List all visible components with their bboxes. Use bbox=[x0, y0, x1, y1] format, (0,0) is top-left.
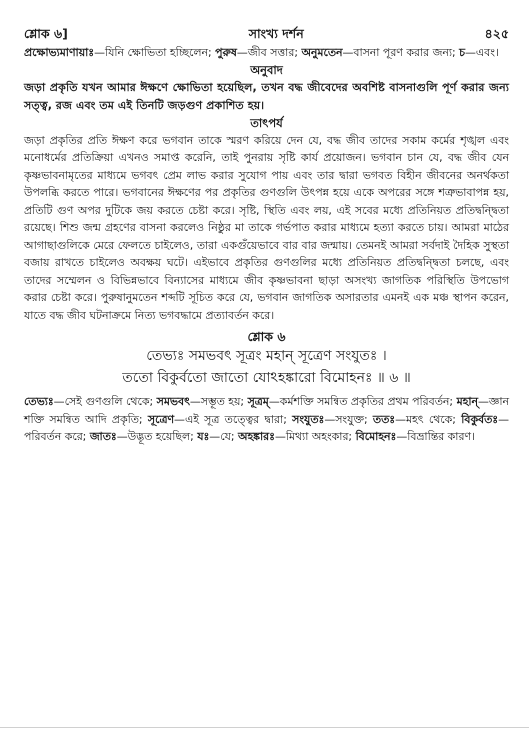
gloss-meaning: —মিথ্যা অহংকার; bbox=[274, 430, 356, 443]
verse-line-2: ততো বিকুর্বতো জাতো যোঽহঙ্কারো বিমোহনঃ ॥ ৬ ॥ bbox=[122, 370, 411, 386]
header-chapter-ref: শ্লোক ৬] bbox=[24, 26, 68, 41]
gloss-meaning: —পরিবর্তন করে; bbox=[24, 412, 509, 443]
gloss-word: সূত্রেণ bbox=[147, 412, 175, 426]
word-gloss-bottom bbox=[24, 393, 509, 446]
gloss-word: মহান্ bbox=[456, 395, 479, 408]
gloss-word: চ bbox=[459, 46, 465, 59]
word-gloss-top bbox=[24, 44, 509, 62]
gloss-word: প্রক্ষোভ্যমাণায়াঃ bbox=[24, 46, 95, 59]
header-title: সাংখ্য দর্শন bbox=[248, 26, 304, 41]
page-number: ৪২৫ bbox=[484, 26, 509, 41]
gloss-word: জাতঃ bbox=[89, 430, 117, 443]
gloss-meaning: —সংযুক্ত; bbox=[324, 412, 373, 426]
gloss-meaning: —জীব সত্তার; bbox=[236, 46, 302, 59]
running-header bbox=[24, 26, 509, 44]
purport-heading: তাৎপর্য bbox=[250, 115, 283, 130]
translation-heading: অনুবাদ bbox=[250, 62, 283, 77]
gloss-meaning: —যে; bbox=[209, 430, 239, 443]
gloss-word: ততঃ bbox=[372, 412, 396, 426]
gloss-meaning: —মহৎ থেকে; bbox=[395, 412, 462, 426]
purport-text: জড়া প্রকৃতির প্রতি ঈক্ষণ করে ভগবান তাকে স্মরণ করিয়ে দেন যে, বদ্ধ জীব তাদের সকাম কর্মের শৃঙ্খল এবং মনোধর্মের প্রতিক্রিয়া এখনও সমাপ্ত করেনি, তাই পুনরায় সৃষ্টি কার্য প্রয়োজন। ভগবান চান যে, বদ্ধ জীব যেন কৃষ্ণভাবনামৃতের মাধ্যমে ভগবৎ প্রেম লাভ করার সুযোগ পায় এবং তার দ্বারা ভগবত বিহীন জীবনের অনর্থকতা উপলব্ধি করতে পারে। ভগবানের ঈক্ষণের পর প্রকৃতির গুণগুলি উৎপন্ন হয়ে একে অপরের সঙ্গে শত্রুভাবাপন্ন হয়, প্রতিটি গুণ অপর দুটিকে জয় করতে চেষ্টা করে। সৃষ্টি, স্থিতি এবং লয়, এই সবের মধ্যে প্রতিনিয়ত প্রতিদ্বন্দ্বিতা রয়েছে। শিশু জন্ম গ্রহণের বাসনা করলেও নিষ্ঠুর মা তাকে গর্ভপাত করার মাধ্যমে হত্যা করতে চায়। আমরা মাঠের আগাছাগুলিকে মেরে ফেলতে চাইলেও, তারা একগুঁয়েভাবে বার বার জন্মায়। তেমনই আমরা সর্বদাই দৈহিক সুস্থতা বজায় রাখতে চাইলেও অবক্ষয় ঘটে। এইভাবে প্রকৃতির গুণগুলির মধ্যে প্রতিনিয়ত প্রতিদ্বন্দ্বিতা চলছে, এবং তাদের সম্মেলন ও বিভিন্নভাবে বিন্যাসের মাধ্যমে জীব কৃষ্ণভাবনা ছাড়া অসংখ্য জাগতিক পরিস্থিতি উপভোগ করার চেষ্টা করে। পুরুষানুমতেন শব্দটি সূচিত করে যে, ভগবান জাগতিক অসারতার এমনই এক মঞ্চ স্থাপন করেন, যাতে বদ্ধ জীব ঘটনাক্রমে নিত্য ভগবদ্ধামে প্রত্যাবর্তন করে। bbox=[24, 133, 509, 322]
gloss-word: সমভবৎ bbox=[156, 395, 190, 408]
gloss-meaning: —এই সূত্র তত্ত্বের দ্বারা; bbox=[174, 412, 293, 426]
gloss-word: সূত্রম্ bbox=[247, 395, 269, 408]
gloss-meaning: —বাসনা পূরণ করার জন্য; bbox=[342, 46, 460, 59]
gloss-meaning: —উদ্ভূত হয়েছিল; bbox=[116, 430, 198, 443]
gloss-word: যঃ bbox=[197, 430, 210, 443]
gloss-word: বিমোহনঃ bbox=[355, 430, 397, 443]
page-bottom-rule bbox=[0, 727, 529, 728]
verse-heading: শ্লোক ৬ bbox=[247, 329, 286, 344]
gloss-meaning: —যিনি ক্ষোভিতা হচ্ছিলেন; bbox=[94, 46, 216, 59]
gloss-meaning: —কর্মশক্তি সমন্বিত প্রকৃতির প্রথম পরিবর্তন; bbox=[268, 395, 457, 408]
gloss-meaning: —এবং। bbox=[465, 46, 499, 59]
translation-text: জড়া প্রকৃতি যখন আমার ঈক্ষণে ক্ষোভিতা হয়েছিল, তখন বদ্ধ জীবেদের অবশিষ্ট বাসনাগুলি পূর্ণ করার জন্য সত্ত্ব, রজ এবং তম এই তিনটি জড়গুণ প্রকাশিত হয়। bbox=[24, 80, 509, 112]
gloss-meaning: —বিভ্রান্তির কারণ। bbox=[396, 430, 475, 443]
gloss-meaning: —সেই গুণগুলি থেকে; bbox=[53, 395, 157, 408]
gloss-word: অহঙ্কারঃ bbox=[238, 430, 275, 443]
gloss-meaning: —সম্ভূত হয়; bbox=[189, 395, 248, 408]
gloss-word: সংযুতঃ bbox=[292, 412, 325, 426]
gloss-word: তেভ্যঃ bbox=[24, 395, 54, 408]
gloss-word: পুরুষ bbox=[215, 46, 237, 59]
gloss-word: বিকুর্বতঃ bbox=[461, 412, 499, 426]
gloss-word: অনুমতেন bbox=[301, 46, 343, 59]
gloss-meaning: —জ্ঞান শক্তি সমন্বিত আদি প্রকৃতি; bbox=[24, 395, 509, 426]
verse-line-1: তেভ্যঃ সমভবৎ সূত্রং মহান্ সূত্রেণ সংযুতঃ । bbox=[146, 348, 387, 364]
